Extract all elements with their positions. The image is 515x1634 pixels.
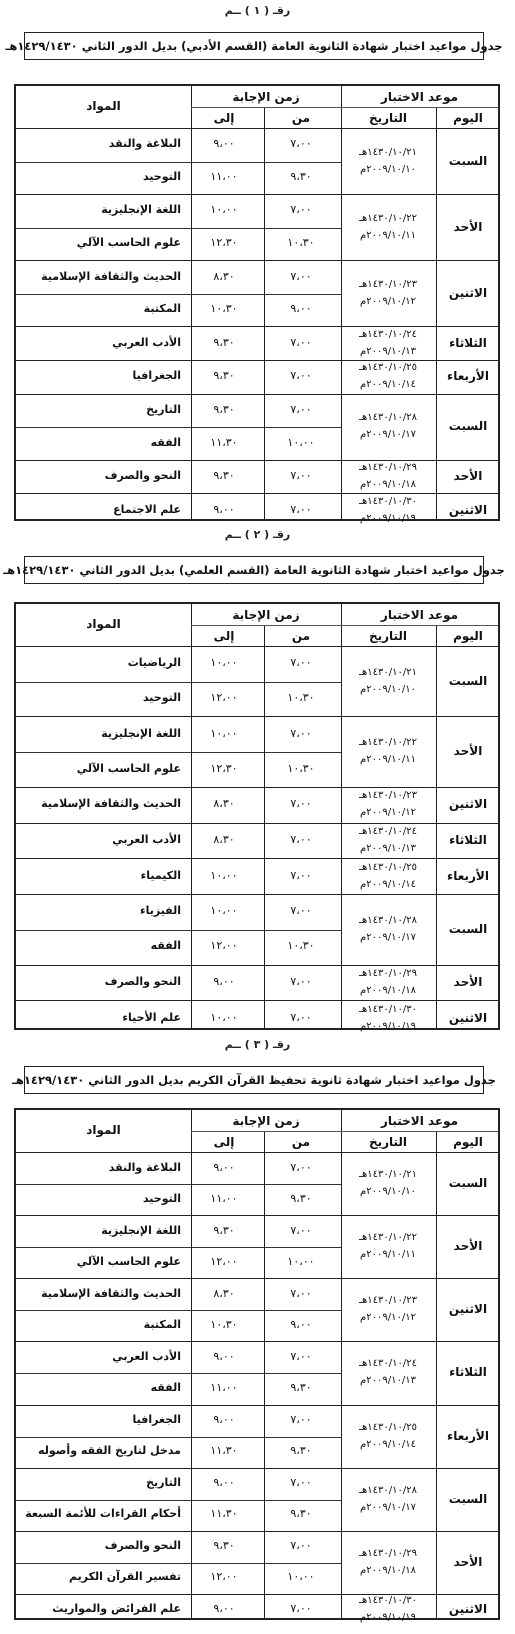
header-day: اليوم: [453, 629, 483, 643]
day-group: [16, 1279, 498, 1342]
hijri-date: ١٤٣٠/١٠/٣٠هـ: [359, 495, 417, 507]
hijri-date: ١٤٣٠/١٠/٢٣هـ: [359, 1295, 417, 1307]
subject-cell: اللغة الإنجليزية: [101, 203, 181, 217]
day-cell: الأحد: [453, 974, 483, 989]
table-number-label: رقـ ( ١ ) ــم: [224, 4, 291, 17]
header-date: التاريخ: [368, 111, 408, 125]
gregorian-date: ٢٠٠٩/١٠/١٧م: [360, 1501, 416, 1513]
hijri-date: ١٤٣٠/١٠/٢٢هـ: [359, 1232, 417, 1244]
time-to: ١٠،٠٠: [210, 203, 238, 217]
schedule-table: [14, 1108, 500, 1624]
time-from: ٧،٠٠: [290, 797, 312, 811]
time-to: ١١،٣٠: [210, 1444, 238, 1458]
subject-cell: النحو والصرف: [104, 974, 181, 988]
day-group: [16, 395, 498, 461]
table-header: [16, 86, 498, 129]
time-from: ٩،٠٠: [290, 1317, 312, 1331]
time-to: ٩،٠٠: [213, 1413, 235, 1427]
row-separator: [16, 162, 341, 163]
subject-cell: الجغرافيا: [132, 369, 181, 383]
day-cell: السبت: [448, 673, 488, 688]
day-group: [16, 361, 498, 395]
time-to: ٩،٠٠: [213, 1476, 235, 1490]
time-from: ١٠،٣٠: [287, 691, 315, 705]
time-from: ٧،٠٠: [290, 1602, 312, 1616]
gregorian-date: ٢٠٠٩/١٠/١٧م: [360, 429, 416, 441]
time-from: ٧،٠٠: [290, 402, 312, 416]
hijri-date: ١٤٣٠/١٠/٢٤هـ: [359, 825, 417, 837]
time-to: ٩،٠٠: [213, 1160, 235, 1174]
header-midline: [191, 1131, 498, 1132]
time-from: ٩،٣٠: [290, 1191, 312, 1205]
subject-cell: اللغة الإنجليزية: [101, 1223, 181, 1237]
gregorian-date: ٢٠٠٩/١٠/١٤م: [360, 1438, 416, 1450]
subject-cell: علم الفرائض والمواريث: [52, 1602, 181, 1616]
header-date: التاريخ: [368, 1135, 408, 1149]
day-cell: الأحد: [453, 1239, 483, 1254]
schedule-table: [14, 602, 500, 1030]
hijri-date: ١٤٣٠/١٠/٢٤هـ: [359, 1358, 417, 1370]
time-from: ٧،٠٠: [290, 656, 312, 670]
subject-cell: أحكام القراءات للأئمة السبعة: [25, 1507, 181, 1521]
gregorian-date: ٢٠٠٩/١٠/١٨م: [360, 984, 416, 996]
row-separator: [16, 294, 341, 295]
time-from: ٩،٣٠: [290, 1444, 312, 1458]
header-to: إلى: [213, 629, 235, 643]
row-separator: [16, 752, 341, 753]
header-answer-time: زمن الإجابة: [232, 90, 300, 104]
header-from: من: [291, 1135, 311, 1149]
day-group: [16, 1001, 498, 1036]
time-to: ٩،٣٠: [213, 369, 235, 383]
time-from: ٧،٠٠: [290, 1286, 312, 1300]
time-to: ٩،٠٠: [213, 502, 235, 516]
table-title: جدول مواعيد اختبار شهادة الثانوية العامة (القسم الأدبي) بديل الدور الثاني ١٤٢٩/١٤٣٠هـ: [24, 32, 484, 60]
time-to: ٩،٣٠: [213, 335, 235, 349]
time-from: ١٠،٠٠: [287, 1254, 315, 1268]
time-from: ١٠،٣٠: [287, 236, 315, 250]
time-from: ١٠،٣٠: [287, 761, 315, 775]
day-cell: السبت: [448, 419, 488, 434]
hijri-date: ١٤٣٠/١٠/٢٣هـ: [359, 278, 417, 290]
hijri-date: ١٤٣٠/١٠/٢٥هـ: [359, 1421, 417, 1433]
header-day: اليوم: [453, 111, 483, 125]
gregorian-date: ٢٠٠٩/١٠/١٣م: [360, 345, 416, 357]
day-cell: الأربعاء: [447, 369, 489, 384]
time-to: ١٠،٣٠: [210, 1317, 238, 1331]
time-to: ١١،٣٠: [210, 435, 238, 449]
subject-cell: المكتبة: [143, 1317, 181, 1331]
row-separator: [16, 682, 341, 683]
time-from: ٧،٠٠: [290, 726, 312, 740]
gregorian-date: ٢٠٠٩/١٠/١٠م: [360, 163, 416, 175]
subject-cell: اللغة الإنجليزية: [101, 726, 181, 740]
time-to: ١١،٠٠: [210, 169, 238, 183]
subject-cell: علوم الحاسب الآلي: [76, 236, 181, 250]
gregorian-date: ٢٠٠٩/١٠/١٤م: [360, 379, 416, 391]
subject-cell: الأدب العربي: [112, 1349, 181, 1363]
time-from: ٧،٠٠: [290, 1476, 312, 1490]
gregorian-date: ٢٠٠٩/١٠/١٤م: [360, 878, 416, 890]
time-to: ١٢،٠٠: [210, 1254, 238, 1268]
subject-cell: التاريخ: [146, 402, 181, 416]
day-cell: الأربعاء: [447, 868, 489, 883]
day-group: [16, 1595, 498, 1626]
day-cell: الأحد: [453, 469, 483, 484]
table-header: [16, 1110, 498, 1153]
subject-cell: علوم الحاسب الآلي: [76, 1254, 181, 1268]
time-from: ٧،٠٠: [290, 1223, 312, 1237]
header-subjects: المواد: [86, 617, 121, 631]
time-from: ٧،٠٠: [290, 1349, 312, 1363]
hijri-date: ١٤٣٠/١٠/٢١هـ: [359, 1169, 417, 1181]
hijri-date: ١٤٣٠/١٠/٢٢هـ: [359, 737, 417, 749]
day-group: [16, 1216, 498, 1279]
row-separator: [16, 1437, 341, 1438]
time-to: ١٠،٠٠: [210, 1010, 238, 1024]
day-cell: الثلاثاء: [449, 335, 487, 350]
subject-cell: الحديث والثقافة الإسلامية: [41, 797, 181, 811]
header-exam-date: موعد الاختبار: [380, 90, 459, 104]
subject-cell: مدخل لتاريخ الفقه وأصوله: [38, 1444, 181, 1458]
header-day: اليوم: [453, 1135, 483, 1149]
time-to: ١٠،٠٠: [210, 726, 238, 740]
time-from: ٧،٠٠: [290, 369, 312, 383]
time-to: ١١،٣٠: [210, 1507, 238, 1521]
day-group: [16, 261, 498, 327]
time-from: ٩،٠٠: [290, 302, 312, 316]
gregorian-date: ٢٠٠٩/١٠/١١م: [360, 229, 416, 241]
subject-cell: البلاغة والنقد: [108, 1160, 181, 1174]
day-group: [16, 1342, 498, 1405]
time-from: ٧،٠٠: [290, 137, 312, 151]
time-from: ٧،٠٠: [290, 502, 312, 516]
time-to: ١٢،٠٠: [210, 939, 238, 953]
subject-cell: التوحيد: [142, 691, 181, 705]
row-separator: [16, 228, 341, 229]
time-from: ٧،٠٠: [290, 974, 312, 988]
time-from: ٩،٣٠: [290, 169, 312, 183]
day-group: [16, 461, 498, 495]
time-to: ٩،٠٠: [213, 1349, 235, 1363]
subject-cell: الجغرافيا: [132, 1413, 181, 1427]
day-cell: الاثنين: [448, 285, 488, 300]
header-exam-date: موعد الاختبار: [380, 1114, 459, 1128]
hijri-date: ١٤٣٠/١٠/٢٥هـ: [359, 861, 417, 873]
day-group: [16, 966, 498, 1002]
time-from: ٧،٠٠: [290, 1010, 312, 1024]
row-separator: [16, 1500, 341, 1501]
subject-cell: الحديث والثقافة الإسلامية: [41, 269, 181, 283]
gregorian-date: ٢٠٠٩/١٠/١٣م: [360, 1375, 416, 1387]
gregorian-date: ٢٠٠٩/١٠/١٨م: [360, 1564, 416, 1576]
subject-cell: المكتبة: [143, 302, 181, 316]
hijri-date: ١٤٣٠/١٠/٢١هـ: [359, 146, 417, 158]
hijri-date: ١٤٣٠/١٠/٢٥هـ: [359, 362, 417, 374]
day-group: [16, 1532, 498, 1595]
subject-cell: التوحيد: [142, 1191, 181, 1205]
hijri-date: ١٤٣٠/١٠/٢٢هـ: [359, 212, 417, 224]
hijri-date: ١٤٣٠/١٠/٢٩هـ: [359, 462, 417, 474]
day-cell: السبت: [448, 1176, 488, 1191]
time-to: ١٢،٣٠: [210, 761, 238, 775]
time-to: ٨،٣٠: [213, 269, 235, 283]
table-number-label: رقـ ( ٣ ) ــم: [224, 1038, 291, 1051]
time-from: ٩،٣٠: [290, 1507, 312, 1521]
time-to: ١٢،٠٠: [210, 1570, 238, 1584]
day-cell: الأحد: [453, 1554, 483, 1569]
gregorian-date: ٢٠٠٩/١٠/١٢م: [360, 1312, 416, 1324]
day-cell: الثلاثاء: [449, 1365, 487, 1380]
time-to: ٩،٠٠: [213, 1602, 235, 1616]
day-cell: الأربعاء: [447, 1428, 489, 1443]
time-to: ٨،٣٠: [213, 832, 235, 846]
gregorian-date: ٢٠٠٩/١٠/١٩م: [360, 512, 416, 524]
row-separator: [16, 1247, 341, 1248]
header-date: التاريخ: [368, 629, 408, 643]
hijri-date: ١٤٣٠/١٠/٢٩هـ: [359, 1547, 417, 1559]
time-from: ٧،٠٠: [290, 203, 312, 217]
table-title: جدول مواعيد اختبار شهادة الثانوية العامة (القسم العلمي) بديل الدور الثاني ١٤٢٩/١٤٣٠هـ: [24, 556, 484, 584]
table-number-label: رقـ ( ٢ ) ــم: [224, 528, 291, 541]
day-group: [16, 895, 498, 965]
time-to: ١٢،٣٠: [210, 236, 238, 250]
gregorian-date: ٢٠٠٩/١٠/١٠م: [360, 683, 416, 695]
row-separator: [16, 1563, 341, 1564]
row-separator: [16, 1373, 341, 1374]
day-group: [16, 1406, 498, 1469]
time-from: ٩،٣٠: [290, 1380, 312, 1394]
day-group: [16, 788, 498, 824]
time-from: ١٠،٠٠: [287, 435, 315, 449]
day-cell: الاثنين: [448, 1602, 488, 1617]
time-to: ١٠،٣٠: [210, 302, 238, 316]
day-cell: الاثنين: [448, 1010, 488, 1025]
header-to: إلى: [213, 111, 235, 125]
subject-cell: تفسير القرآن الكريم: [69, 1570, 181, 1584]
row-separator: [16, 427, 341, 428]
time-from: ٧،٠٠: [290, 868, 312, 882]
time-from: ٧،٠٠: [290, 1413, 312, 1427]
day-cell: الأحد: [453, 219, 483, 234]
time-to: ٩،٠٠: [213, 137, 235, 151]
day-cell: الاثنين: [448, 502, 488, 517]
gregorian-date: ٢٠٠٩/١٠/١٢م: [360, 807, 416, 819]
subject-cell: الأدب العربي: [112, 832, 181, 846]
time-to: ٩،٣٠: [213, 1539, 235, 1553]
gregorian-date: ٢٠٠٩/١٠/١٣م: [360, 842, 416, 854]
hijri-date: ١٤٣٠/١٠/٢١هـ: [359, 666, 417, 678]
hijri-date: ١٤٣٠/١٠/٢٨هـ: [359, 1484, 417, 1496]
time-to: ١٠،٠٠: [210, 868, 238, 882]
hijri-date: ١٤٣٠/١٠/٢٨هـ: [359, 914, 417, 926]
hijri-date: ١٤٣٠/١٠/٢٤هـ: [359, 328, 417, 340]
subject-cell: علم الأحياء: [122, 1010, 181, 1024]
time-to: ١٠،٠٠: [210, 656, 238, 670]
day-group: [16, 647, 498, 717]
hijri-date: ١٤٣٠/١٠/٢٨هـ: [359, 412, 417, 424]
table-header: [16, 604, 498, 647]
subject-cell: الفقه: [150, 939, 181, 953]
time-to: ٩،٣٠: [213, 402, 235, 416]
hijri-date: ١٤٣٠/١٠/٢٩هـ: [359, 967, 417, 979]
time-from: ٧،٠٠: [290, 469, 312, 483]
header-from: من: [291, 111, 311, 125]
time-from: ٧،٠٠: [290, 1160, 312, 1174]
time-from: ١٠،٣٠: [287, 939, 315, 953]
gregorian-date: ٢٠٠٩/١٠/١٠م: [360, 1186, 416, 1198]
time-from: ٧،٠٠: [290, 1539, 312, 1553]
time-to: ١١،٠٠: [210, 1380, 238, 1394]
day-group: [16, 1469, 498, 1532]
subject-cell: التوحيد: [142, 169, 181, 183]
hijri-date: ١٤٣٠/١٠/٣٠هـ: [359, 1595, 417, 1607]
time-from: ١٠،٠٠: [287, 1570, 315, 1584]
day-cell: الثلاثاء: [449, 832, 487, 847]
hijri-date: ١٤٣٠/١٠/٢٣هـ: [359, 790, 417, 802]
day-cell: السبت: [448, 921, 488, 936]
time-to: ٩،٠٠: [213, 974, 235, 988]
time-to: ١١،٠٠: [210, 1191, 238, 1205]
day-group: [16, 195, 498, 261]
header-answer-time: زمن الإجابة: [232, 608, 300, 622]
subject-cell: علم الاجتماع: [113, 502, 181, 516]
gregorian-date: ٢٠٠٩/١٠/١٢م: [360, 295, 416, 307]
time-to: ٨،٣٠: [213, 1286, 235, 1300]
header-midline: [191, 625, 498, 626]
day-group: [16, 1153, 498, 1216]
subject-cell: البلاغة والنقد: [108, 137, 181, 151]
row-separator: [16, 1310, 341, 1311]
gregorian-date: ٢٠٠٩/١٠/١٩م: [360, 1612, 416, 1624]
time-from: ٧،٠٠: [290, 269, 312, 283]
header-exam-date: موعد الاختبار: [380, 608, 459, 622]
subject-cell: الفقه: [150, 435, 181, 449]
subject-cell: التاريخ: [146, 1476, 181, 1490]
day-group: [16, 327, 498, 361]
day-group: [16, 717, 498, 787]
day-cell: الأحد: [453, 744, 483, 759]
header-subjects: المواد: [86, 1123, 121, 1137]
day-cell: الاثنين: [448, 1302, 488, 1317]
day-group: [16, 494, 498, 527]
subject-cell: الحديث والثقافة الإسلامية: [41, 1286, 181, 1300]
time-to: ١٠،٠٠: [210, 904, 238, 918]
time-to: ٩،٣٠: [213, 469, 235, 483]
day-cell: السبت: [448, 1491, 488, 1506]
subject-cell: علوم الحاسب الآلي: [76, 761, 181, 775]
hijri-date: ١٤٣٠/١٠/٣٠هـ: [359, 1003, 417, 1015]
subject-cell: الرياضيات: [127, 656, 181, 670]
time-to: ١٢،٠٠: [210, 691, 238, 705]
schedule-table: [14, 84, 500, 524]
time-from: ٧،٠٠: [290, 335, 312, 349]
gregorian-date: ٢٠٠٩/١٠/١١م: [360, 754, 416, 766]
day-cell: الاثنين: [448, 797, 488, 812]
row-separator: [16, 930, 341, 931]
time-to: ٨،٣٠: [213, 797, 235, 811]
time-from: ٧،٠٠: [290, 904, 312, 918]
gregorian-date: ٢٠٠٩/١٠/١٧م: [360, 931, 416, 943]
row-separator: [16, 1184, 341, 1185]
subject-cell: الكيمياء: [140, 868, 181, 882]
gregorian-date: ٢٠٠٩/١٠/١٨م: [360, 479, 416, 491]
subject-cell: الأدب العربي: [112, 335, 181, 349]
time-from: ٧،٠٠: [290, 832, 312, 846]
day-group: [16, 824, 498, 860]
header-midline: [191, 107, 498, 108]
day-cell: السبت: [448, 153, 488, 168]
subject-cell: النحو والصرف: [104, 1539, 181, 1553]
gregorian-date: ٢٠٠٩/١٠/١١م: [360, 1249, 416, 1261]
header-answer-time: زمن الإجابة: [232, 1114, 300, 1128]
gregorian-date: ٢٠٠٩/١٠/١٩م: [360, 1020, 416, 1032]
day-group: [16, 859, 498, 895]
subject-cell: الفيزياء: [139, 904, 181, 918]
header-from: من: [291, 629, 311, 643]
day-group: [16, 129, 498, 195]
time-to: ٩،٣٠: [213, 1223, 235, 1237]
table-title: جدول مواعيد اختبار شهادة ثانوية تحفيظ القرآن الكريم بديل الدور الثاني ١٤٢٩/١٤٣٠هـ: [24, 1066, 484, 1094]
header-subjects: المواد: [86, 99, 121, 113]
subject-cell: الفقه: [150, 1380, 181, 1394]
header-to: إلى: [213, 1135, 235, 1149]
subject-cell: النحو والصرف: [104, 469, 181, 483]
